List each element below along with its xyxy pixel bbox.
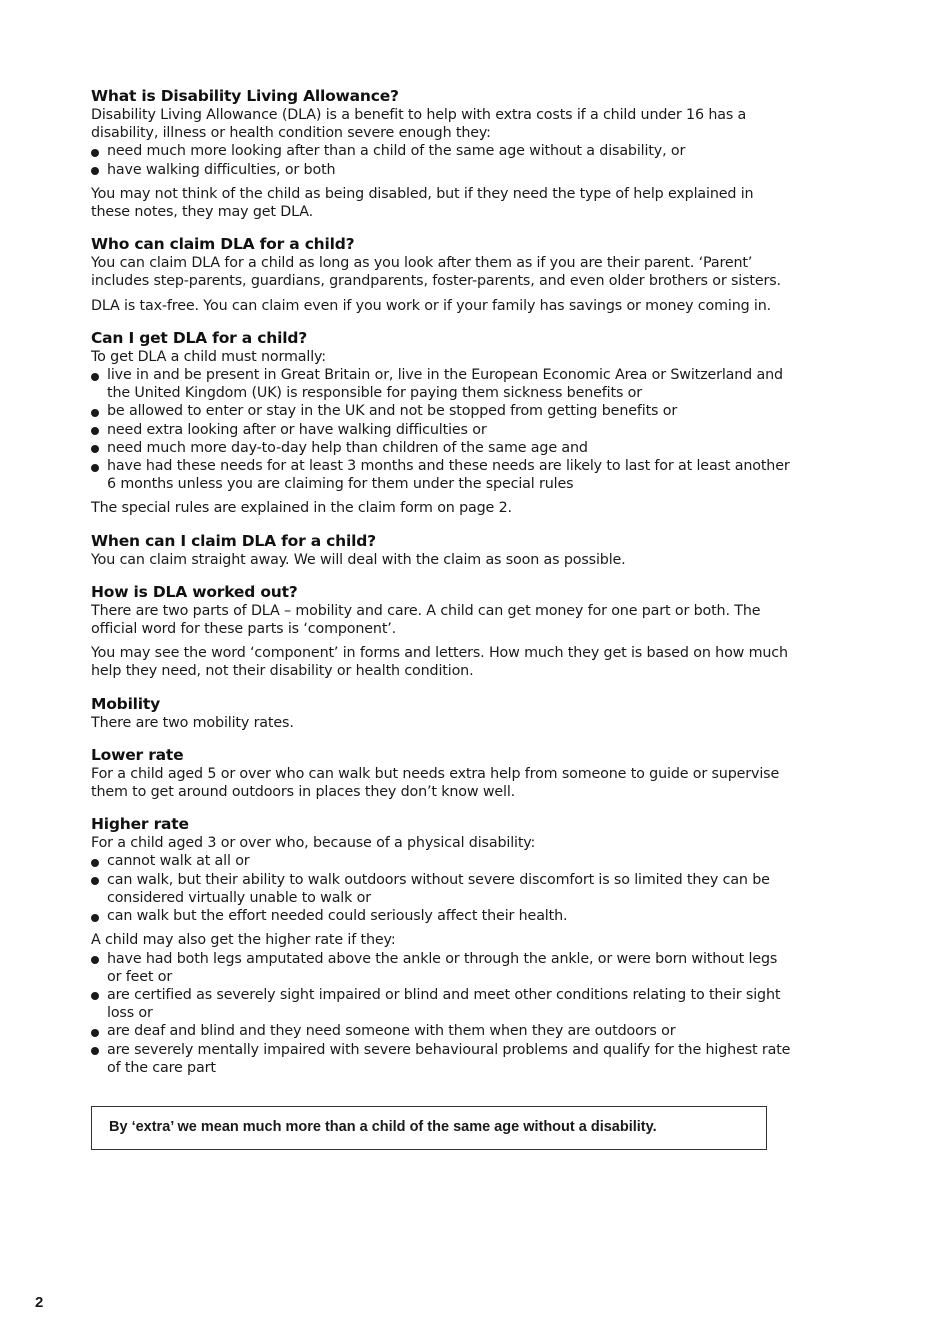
list-item: can walk but the effort needed could seriously affect their health. — [91, 907, 791, 925]
section-paragraph: A child may also get the higher rate if they: — [91, 932, 396, 949]
section-heading: Mobility — [91, 694, 161, 713]
list-item: live in and be present in Great Britain or, live in the European Economic Area or Switzerland and the United Kingdom (UK) is responsible for paying them sickness benefits or — [91, 366, 791, 402]
list-item: have had both legs amputated above the ankle or through the ankle, or were born without legs or feet or — [91, 950, 791, 986]
section-lower-rate — [91, 745, 791, 801]
section-paragraph: You may not think of the child as being disabled, but if they need the type of help explained in these notes, they may get DLA. — [91, 185, 754, 221]
list-item: have had these needs for at least 3 months and these needs are likely to last for at least another 6 months unless you are claiming for them under the special rules — [91, 457, 791, 493]
list-item: cannot walk at all or — [91, 852, 791, 870]
bullet-list — [91, 852, 791, 925]
list-item: are certified as severely sight impaired or blind and meet other conditions relating to their sight loss or — [91, 986, 791, 1022]
section-heading: Can I get DLA for a child? — [91, 328, 308, 347]
section-heading: Higher rate — [91, 815, 189, 834]
section-mobility — [91, 694, 791, 732]
section-who-can-claim — [91, 234, 791, 315]
bullet-list — [91, 950, 791, 1077]
list-item: can walk, but their ability to walk outdoors without severe discomfort is so limited they can be considered virtually unable to walk or — [91, 871, 791, 907]
list-item: are severely mentally impaired with severe behavioural problems and qualify for the highest rate of the care part — [91, 1041, 791, 1077]
list-item: have walking difficulties, or both — [91, 161, 791, 179]
section-paragraph: For a child aged 3 or over who, because of a physical disability: — [91, 835, 536, 852]
list-item: be allowed to enter or stay in the UK and not be stopped from getting benefits or — [91, 402, 791, 420]
section-paragraph: There are two parts of DLA – mobility and care. A child can get money for one part or both. The official word for these parts is ‘component’. — [91, 602, 761, 638]
bullet-list — [91, 142, 791, 178]
bullet-list — [91, 366, 791, 493]
page-number: 2 — [35, 1294, 44, 1311]
section-can-i-get-dla — [91, 328, 791, 518]
section-paragraph: To get DLA a child must normally: — [91, 348, 326, 365]
section-paragraph: You can claim DLA for a child as long as you look after them as if you are their parent. ‘Parent’ includes step-parents, guardians, grandparents, foster-parents, and even older brothers or sisters. — [91, 255, 781, 290]
section-higher-rate — [91, 814, 791, 1077]
list-item: need extra looking after or have walking difficulties or — [91, 421, 791, 439]
note-box: By ‘extra’ we mean much more than a child of the same age without a disability. — [91, 1106, 767, 1150]
section-heading: What is Disability Living Allowance? — [91, 87, 399, 105]
section-what-is-dla — [91, 86, 791, 221]
section-heading: Lower rate — [91, 745, 184, 764]
list-item: are deaf and blind and they need someone with them when they are outdoors or — [91, 1022, 791, 1040]
section-paragraph: The special rules are explained in the claim form on page 2. — [91, 500, 512, 517]
section-paragraph: There are two mobility rates. — [91, 714, 294, 731]
section-heading: How is DLA worked out? — [91, 582, 298, 601]
section-heading: When can I claim DLA for a child? — [91, 531, 376, 550]
list-item: need much more looking after than a child of the same age without a disability, or — [91, 142, 791, 160]
section-how-worked-out — [91, 582, 791, 681]
section-paragraph: Disability Living Allowance (DLA) is a benefit to help with extra costs if a child under 16 has a disability, illness or health condition severe enough they: — [91, 107, 747, 142]
section-heading: Who can claim DLA for a child? — [91, 235, 355, 254]
section-paragraph: DLA is tax-free. You can claim even if you work or if your family has savings or money coming in. — [91, 297, 772, 314]
document-body — [91, 86, 791, 1150]
list-item: need much more day-to-day help than children of the same age and — [91, 439, 791, 457]
section-paragraph: You may see the word ‘component’ in forms and letters. How much they get is based on how much help they need, not their disability or health condition. — [91, 645, 788, 680]
section-paragraph: You can claim straight away. We will deal with the claim as soon as possible. — [91, 551, 626, 568]
section-when-can-i-claim — [91, 531, 791, 569]
section-paragraph: For a child aged 5 or over who can walk but needs extra help from someone to guide or supervise them to get around outdoors in places they don’t know well. — [91, 765, 780, 801]
